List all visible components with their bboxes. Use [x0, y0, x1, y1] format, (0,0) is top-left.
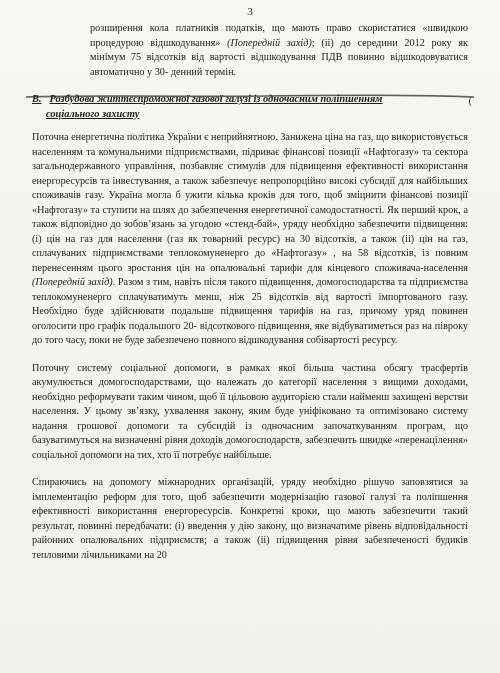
section-title-line-1: Розбудова життєспроможної газової галузі із одночасним поліпшенням: [49, 94, 383, 105]
section-heading: [32, 93, 472, 122]
text-run: ; (ii) до середини 2012 року як мінімум 75 відсотків від вартості відшкодування ПДВ повинно відшкодовуватися автоматично у 30- денний термін.: [90, 37, 468, 78]
italic-text-run: (Попередній захід): [227, 37, 312, 49]
paragraph-energy-policy: [32, 131, 468, 349]
page-number: 3: [247, 6, 253, 18]
paragraph-social-assistance: [32, 362, 468, 464]
text-run: Поточну систему соціальної допомоги, в рамках якої більша частина обсягу трасфертів акумулюється домогосподарствами, що належать до категорії населення з вищими доходами, необхідно реформувати таким чином, щоб її цільовою аудиторією стали найменш захищені верстви населення. У цьому зв’язку, ухвалення закону, яким буде уніфіковано та оптимізовано систему надання грошової допомоги та субсидій із одночасним започаткуванням програм, що базуватимуться на визначенні рівня доходів домогосподарств, забезпечить швидке «перенацілення» соціальної допомоги на тих, хто її потребує найбільше.: [32, 362, 468, 461]
section-number: B.: [32, 94, 42, 105]
paragraph-gas-reform: [32, 476, 468, 563]
italic-text-run: (Попередній захід): [32, 277, 113, 288]
text-run: . Разом з тим, навіть після такого підвищення, домогосподарства та підприємства теплокомуненерго сплачуватимуть менш, ніж 25 відсотків від вартості імпортованого газу. Необхідно буде здійснювати подальше підвищення тарифів на газ, причому уряд повинен оголосити про графік подальшого 20- відсоткового підвищення, яке відбуватиметься раз на півроку до того часу, поки не буде забезпечено повного відшкодування собівартості ресурсу.: [32, 277, 468, 346]
section-title-line-2: соціального захисту: [46, 108, 140, 120]
text-run: Поточна енергетична політика України є неприйнятною. Занижена ціна на газ, що використовується населенням та комунальними підприємствами, підриває фінансові позиції «Нафтогазу» та сектора загальнодержавного управління, позбавляє стимулів для підвищення ефективності використання енергоресурсів та інвестування, а також забезпечує непропорційно високі субсидії для найбільших споживачів газу. Україна могла б ужити кілька кроків для того, щоб зміцнити фінансові позиції «Нафтогазу» та ступити на шлях до забезпечення енергетичної самодостатності. Як перший крок, а також відповідно до зобов’язань за угодою «стенд-бай», уряду необхідно забезпечити підвищення: (i) цін на газ для населення (газ як товарний ресурс) на 30 відсотків, а також (ii) цін на газ, сплачуваних підприємствами теплокомуненерго до «Нафтогазу» , на 58 відсотків, із повним перенесенням цього зростання цін на опалювальні тарифи для кінцевого споживача-населення: [32, 132, 468, 274]
margin-mark: (: [468, 96, 472, 107]
text-run: Спираючись на допомогу міжнародних організацій, уряду необхідно рішучо заповзятися за імплементацію реформ для того, щоб забезпечити модернізацію газової галузі та поліпшення ефективності використання енергоресурсів. Конкретні кроки, що мають забезпечити такий результат, повинні передбачати: (i) введення у дію закону, що визначатиме рівень відповідальності районних опалювальних підприємств; а також (ii) підвищення рівня забезпеченості будиків тепловими лічильниками на 20: [32, 477, 468, 561]
intro-paragraph: [90, 22, 468, 80]
text-run: розширення кола платників податків, що мають право скористатися «швидкою процедурою відшкодування»: [90, 23, 468, 49]
document-body: [32, 22, 472, 563]
